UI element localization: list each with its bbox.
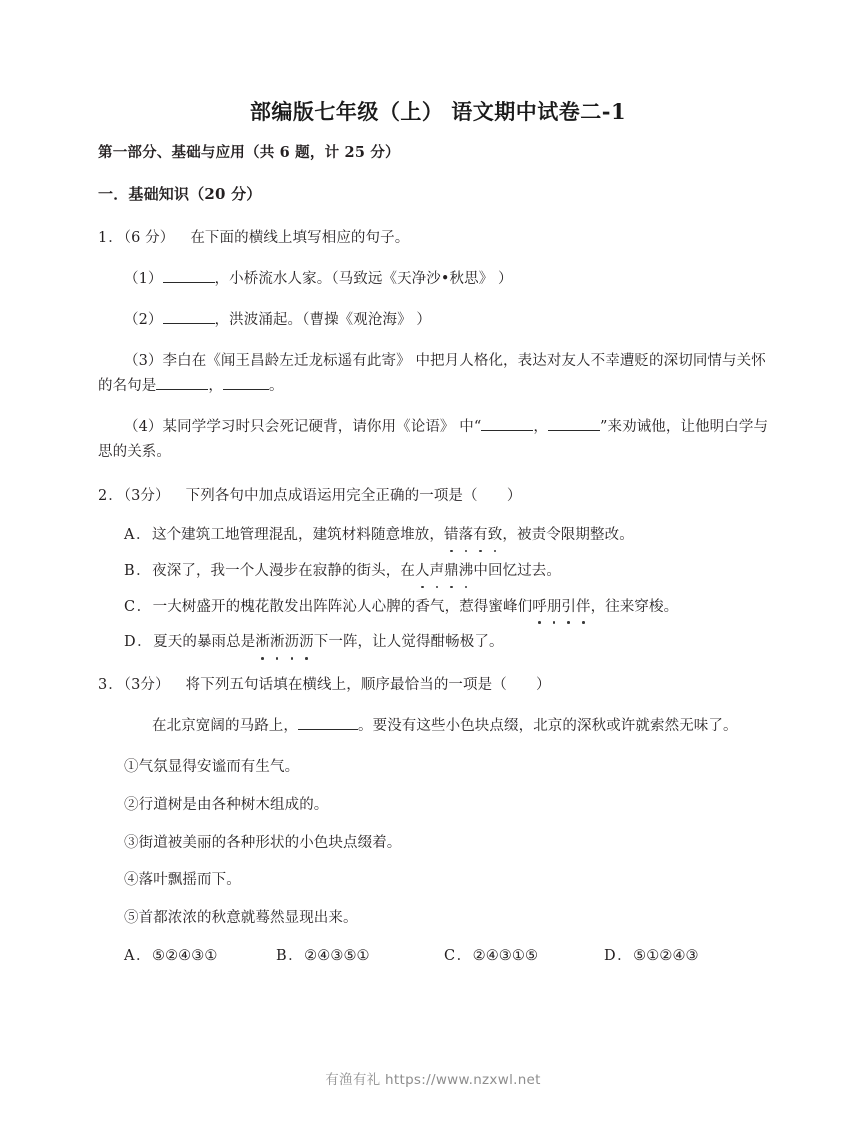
item-label: （2） (124, 312, 163, 328)
item-text-line2-before: 怀的名句是 (98, 352, 766, 394)
question-2-choice-b[interactable] (98, 561, 778, 583)
question-1-text: 在下面的横线上填写相应的句子。 (190, 229, 410, 246)
question-1-item-4 (98, 415, 778, 465)
item-sep: ， (208, 377, 224, 394)
question-2-choice-a[interactable] (98, 525, 778, 547)
choice-text-post: 中回忆过去。 (473, 562, 561, 579)
question-1-item-3 (98, 349, 778, 399)
option-label: D． (604, 947, 634, 964)
choice-label: A． (124, 527, 152, 544)
fill-blank[interactable] (481, 430, 533, 431)
choice-text-pre: 夜深了，我一个人漫步在寂静的街头，在 (152, 562, 415, 579)
question-1 (98, 227, 778, 465)
item-text-line2: 思的关系。 (98, 443, 171, 460)
passage-after: 。要没有这些小色块点缀，北京的深秋或许就索然无味了。 (358, 717, 738, 734)
choice-text-pre: 夏天的暴雨总是 (153, 634, 256, 651)
choice-label: B． (124, 562, 153, 579)
emphasized-idiom: 淅淅沥沥 (255, 632, 313, 654)
question-1-item-2 (98, 308, 778, 333)
item-text-line1: 李白在《闻王昌龄左迁龙标遥有此寄》 中把月人格化，表达对友人不幸遭贬的深切同情与关 (162, 352, 752, 369)
emphasis-dots (532, 621, 590, 629)
statement-item: ④落叶飘摇而下。 (124, 872, 241, 889)
question-1-stem (98, 227, 778, 249)
emphasized-idiom: 呼朋引伴 (532, 597, 590, 619)
emphasized-idiom: 人声鼎沸 (415, 561, 473, 583)
page-title: 部编版七年级（上） 语文期中试卷二-1 (249, 99, 627, 124)
item-label: （4） (124, 418, 163, 435)
item-text-c: ”来劝诫他，让他明白学与 (599, 418, 769, 435)
choice-text-post: ，被责令限期整改。 (502, 527, 634, 544)
statement-item: ②行道树是由各种树木组成的。 (124, 796, 329, 813)
question-3-option-a[interactable] (124, 946, 276, 968)
part-header: 第一部分、基础与应用（共 6 题，计 25 分） (98, 144, 400, 162)
question-3-number: 3． (98, 677, 124, 694)
item-label: （1） (124, 271, 163, 288)
question-2 (98, 485, 778, 654)
choice-text-pre: 一大树盛开的槐花散发出阵阵沁人心脾的香气，惹得蜜峰们 (152, 598, 533, 615)
fill-blank[interactable] (223, 389, 269, 390)
fill-blank[interactable] (548, 430, 600, 431)
question-3-option-d[interactable] (604, 946, 699, 968)
question-3-option-b[interactable] (276, 946, 444, 968)
option-label: A． (124, 947, 152, 964)
question-3-score: （3分） (123, 677, 170, 694)
item-text: ，洪波涌起。（曹操《观沧海》 ） (214, 312, 431, 328)
fill-blank[interactable] (156, 389, 208, 390)
option-label: C． (444, 947, 473, 964)
question-2-text: 下列各句中加点成语运用完全正确的一项是（ ） (185, 487, 522, 504)
option-value: ②④③⑤① (304, 947, 370, 964)
emphasized-idiom: 错落有致 (444, 525, 502, 547)
fill-blank[interactable] (298, 729, 358, 730)
question-1-item-1 (98, 267, 778, 292)
question-3-option-c[interactable] (444, 946, 604, 968)
question-2-number: 2． (98, 487, 124, 504)
item-text-a: 某同学学习时只会死记硬背，请你用《论语》 中“ (162, 418, 482, 435)
section-header-basic-knowledge: 一．基础知识（20 分） (98, 184, 262, 203)
option-value: ⑤①②④③ (633, 947, 699, 964)
question-2-stem (98, 485, 778, 507)
question-3 (98, 674, 778, 967)
item-text-line2-after: 。 (269, 377, 284, 394)
fill-blank[interactable] (163, 282, 215, 283)
statement-item: ③街道被美丽的各种形状的小色块点缀着。 (124, 834, 402, 851)
page-content (98, 98, 778, 988)
choice-text-pre: 这个建筑工地管理混乱，建筑材料随意堆放， (151, 527, 444, 544)
question-3-passage (98, 715, 778, 737)
option-value: ⑤②④③① (151, 947, 218, 964)
choice-label: D． (124, 634, 154, 651)
fill-blank[interactable] (163, 323, 215, 324)
choice-text-post: ，往来穿梭。 (590, 598, 679, 615)
statement-item: ⑤首都浓浓的秋意就蓦然显现出来。 (124, 910, 358, 927)
question-3-text: 将下列五句话填在横线上，顺序最恰当的一项是（ ） (185, 677, 551, 694)
choice-label: C． (124, 598, 153, 615)
emphasis-dots (444, 550, 502, 558)
emphasis-dots (415, 586, 473, 594)
passage-before: 在北京宽阔的马路上， (152, 717, 298, 734)
item-text: ，小桥流水人家。（马致远《天净沙•秋思》 ） (214, 271, 513, 288)
choice-text-post: 下一阵，让人觉得酣畅极了。 (313, 634, 504, 651)
option-value: ②④③①⑤ (472, 947, 539, 964)
question-3-stem (98, 674, 778, 696)
question-2-score: （3分） (123, 487, 170, 504)
statement-item: ①气氛显得安谧而有生气。 (124, 759, 300, 776)
question-1-score: （6 分） (123, 229, 175, 246)
question-2-choice-d[interactable] (98, 632, 778, 654)
option-label: B． (276, 947, 305, 964)
item-sep: ， (533, 418, 548, 435)
emphasis-dots (255, 657, 313, 665)
footer-watermark: 有渔有礼 https://www.nzxwl.net (325, 1072, 541, 1088)
item-label: （3） (124, 352, 163, 369)
question-2-choice-c[interactable] (98, 597, 778, 619)
question-3-options (98, 946, 778, 968)
question-1-number: 1． (98, 229, 124, 246)
